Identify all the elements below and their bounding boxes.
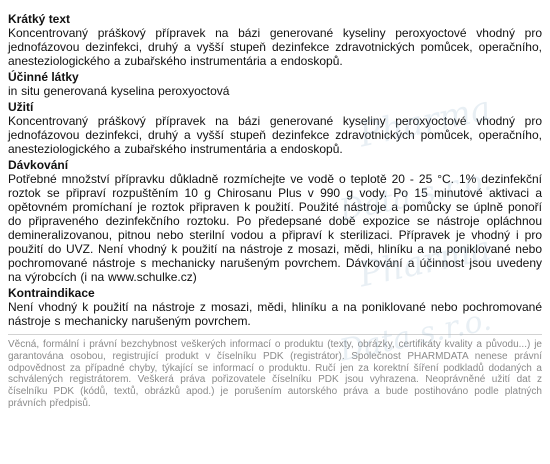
section-usage (8, 100, 542, 156)
section-short-text (8, 12, 542, 68)
section-body: Potřebné množství přípravku důkladně rozmíchejte ve vodě o teplotě 20 - 25 °C. 1% dezinfekční roztok se připraví rozpuštěním 10 g Chirosanu Plus v 990 g vody. Po 15 minutové aktivaci a opětovném promíchaní je roztok připraven k použití. Použité nástroje a pomůcky se úplně ponoří do připraveného dezinfekčního roztoku. Po předepsané době expozice se nástroje opláchnou demineralizovanou, pitnou nebo sterilní vodou a připraví k sterilizaci. Přípravek je vhodný i pro použití do UVZ. Není vhodný k použití na nástroje z mosazi, mědi, hliníku a na poniklované nebo pochromované nástroje s mechanicky narušeným povrchem. Dávkování a účinnost jsou uvedeny na výrobcích (i na www.schulke.cz) (8, 172, 542, 284)
divider (8, 334, 542, 335)
section-heading: Užití (8, 100, 34, 114)
watermark-text-bottom: Data s.r.o. (336, 162, 495, 229)
section-body: Koncentrovaný práškový přípravek na bázi generované kyseliny peroxyoctové vhodný pro jednofázovou dezinfekci, druhý a vyšší stupeň dezinfekce zdravotnických pomůcek, operačního, anesteziologického a zubařského instrumentária a endoskopů. (8, 26, 542, 68)
section-heading: Krátký text (8, 12, 71, 26)
section-contraindications (8, 286, 542, 328)
section-active-ingredients (8, 70, 542, 98)
section-body: Koncentrovaný práškový přípravek na bázi generované kyseliny peroxyoctové vhodný pro jednofázovou dezinfekci, druhý a vyšší stupeň dezinfekce zdravotnických pomůcek, operačního, anesteziologického a zubařského instrumentária a endoskopů. (8, 114, 542, 156)
section-heading: Dávkování (8, 158, 69, 172)
watermark-text-top: Pharma (355, 88, 495, 156)
section-heading: Kontraindikace (8, 286, 95, 300)
section-body: in situ generovaná kyselina peroxyoctová (8, 84, 230, 98)
watermark-text-bottom-2: Data s.r.o. (336, 302, 495, 369)
section-body: Není vhodný k použití na nástroje z mosazi, mědi, hliníku a na poniklované nebo pochromované nástroje s mechanicky narušeným povrchem. (8, 300, 542, 328)
section-dosage (8, 158, 542, 284)
section-heading: Účinné látky (8, 70, 79, 84)
watermark-text-top-2: Pharma (355, 228, 495, 296)
legal-disclaimer: Věcná, formální i právní bezchybnost veškerých informací o produktu (texty, obrázky, certifikáty kvality a původu...) je garantována osobou, registrující produkt v číselníku PDK (registrátor). Společnost PHARMDATA nenese právní odpovědnost za případné chyby, týkající se informací o produktu. Ručí jen za korektní šíření podkladů dodaných a schválených registrátorem. Veškerá práva pořizovatele číselníku PDK jsou vyhrazena. Neoprávněné užití dat z číselníku PDK (kódů, textů, obrázků apod.) je porušením autorského práva a bude postihováno podle platných právních předpisů. (8, 339, 542, 409)
